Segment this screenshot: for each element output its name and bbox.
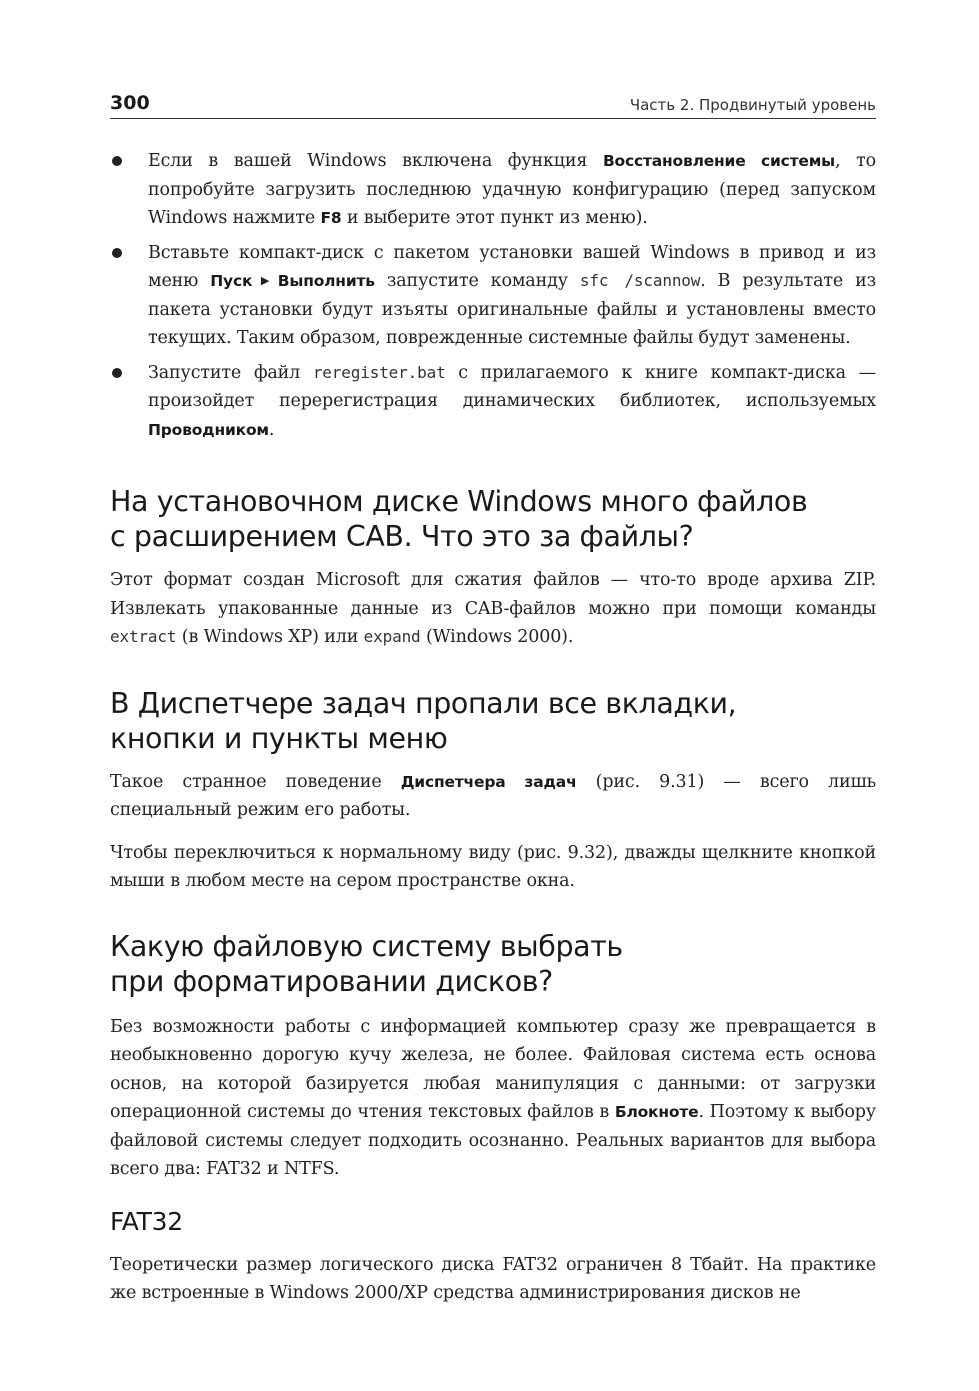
heading-line: Какую файловую систему выбрать (110, 929, 623, 963)
section-heading (110, 929, 876, 999)
page-number: 300 (110, 92, 150, 114)
heading-line: при форматировании дисков? (110, 964, 553, 998)
menu-arrow-icon: ▶ (254, 274, 276, 287)
heading-line: кнопки и пункты меню (110, 721, 448, 755)
ui-term: Восстановление системы (602, 152, 835, 170)
subsection-heading: FAT32 (110, 1206, 183, 1236)
bullet-list (110, 147, 876, 444)
text-run: Если в вашей Windows включена функция (148, 151, 603, 171)
heading-line: В Диспетчере задач пропали все вкладки, (110, 686, 737, 720)
text-run: (Windows 2000). (420, 627, 574, 647)
text-run: (в Windows XP) или (176, 627, 364, 647)
text-run: (рис. 9.31) — всего лишь специальный режим его работы. (110, 771, 876, 820)
section-heading (110, 484, 876, 554)
text-run: Такое странное поведение (110, 771, 401, 792)
running-head: Часть 2. Продвинутый уровень (629, 96, 876, 114)
section-task-manager (110, 686, 876, 896)
menu-term: Выполнить (277, 272, 375, 290)
menu-term: Пуск (210, 272, 253, 290)
book-page (110, 88, 876, 1308)
text-run: . В результате из пакета установки будут изъяты оригинальные файлы и установлены вместо текущих. Таким образом, поврежденные системные файлы будут заменены. (148, 271, 877, 348)
text-run: , то попробуйте загрузить последнюю удачную конфигурацию (перед запуском Windows нажмите (148, 151, 876, 228)
bullet-icon (112, 368, 122, 378)
ui-term: Проводником (148, 420, 269, 439)
command-code: expand (363, 627, 421, 646)
paragraph (110, 1013, 876, 1184)
paragraph (110, 768, 876, 825)
command-code: extract (110, 627, 177, 646)
file-code: reregister.bat (312, 362, 446, 382)
page-header (110, 88, 876, 119)
text-run: запустите команду (374, 271, 580, 291)
section-heading (110, 686, 876, 756)
text-run: с прилагаемого к книге компакт-диска — произойдет перерегистрация динамических библиотек, используемых (148, 362, 876, 411)
key-name: F8 (320, 209, 342, 227)
list-item (110, 147, 876, 233)
text-run: Вставьте компакт-диск с пакетом установки вашей Windows в привод и из меню (148, 242, 876, 291)
ui-term: Диспетчера задач (400, 772, 577, 791)
paragraph: Чтобы переключиться к нормальному виду (рис. 9.32), дважды щелкните кнопкой мыши в любом месте на сером пространстве окна. (110, 842, 876, 891)
text-run: . Поэтому к выбору файловой системы следует подходить осознанно. Реальных вариантов для выбора всего два: FAT32 и NTFS. (110, 1102, 876, 1179)
bullet-icon (112, 248, 122, 258)
paragraph: Теоретически размер логического диска FAT32 ограничен 8 Тбайт. На практике же встроенные в Windows 2000/XP средства администрирования дисков не (110, 1254, 876, 1303)
text-run: и выберите этот пункт из меню). (341, 208, 648, 228)
text-run: Этот формат создан Microsoft для сжатия файлов — что-то вроде архива ZIP. Извлекать упакованные данные из CAB-файлов можно при помощи команды (110, 570, 876, 619)
section-cab-files (110, 484, 876, 652)
command-code: sfc /scannow (579, 271, 701, 290)
text-run: Запустите файл (148, 362, 313, 383)
text-run: Без возможности работы с информацией компьютер сразу же превращается в необыкновенно дорогую кучу железа, не более. Файловая система есть основа основ, на которой базируется любая манипуляция с данными: от загрузки операционной системы до чтения текстовых файлов в (110, 1016, 876, 1122)
list-item (110, 239, 876, 353)
paragraph (110, 566, 876, 652)
section-file-system (110, 929, 876, 1184)
bullet-icon (112, 156, 122, 166)
heading-line: с расширением CAB. Что это за файлы? (110, 520, 694, 553)
list-item (110, 359, 876, 445)
section-fat32 (110, 1206, 876, 1308)
ui-term: Блокноте (614, 1103, 699, 1121)
heading-line: На установочном диске Windows много файлов (110, 485, 808, 518)
text-run: . (268, 419, 275, 440)
